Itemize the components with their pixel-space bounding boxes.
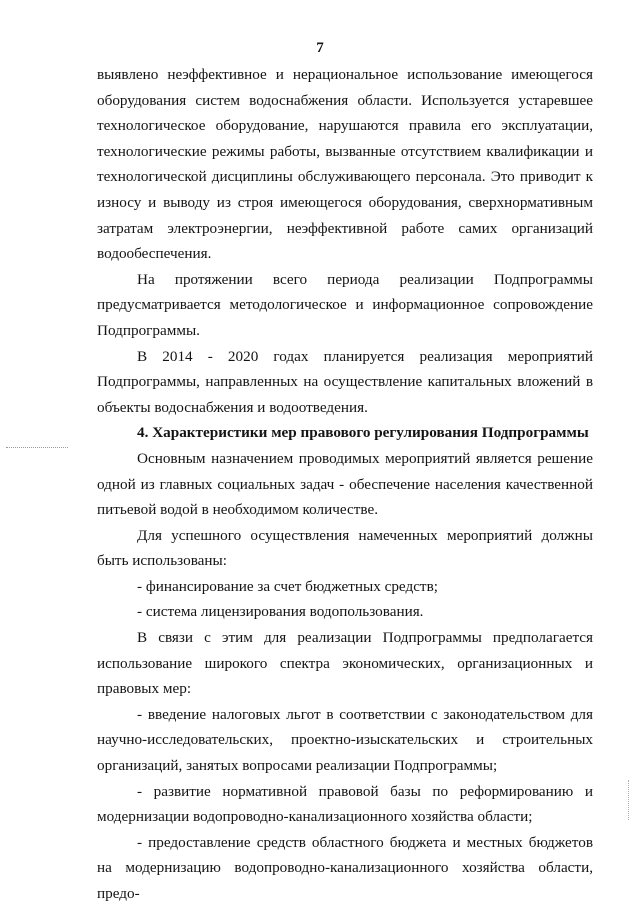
paragraph-5: Для успешного осуществления намеченных мероприятий должны быть использованы: <box>97 526 593 570</box>
page-number: 7 <box>316 40 324 56</box>
paragraph-2: На протяжении всего периода реализации Подпрограммы предусматривается методологическое и информационное сопровождение Подпрограммы. <box>97 270 593 339</box>
paragraph-3: В 2014 - 2020 годах планируется реализация мероприятий Подпрограммы, направленных на осуществление капитальных вложений в объекты водоснабжения и водоотведения. <box>97 347 593 416</box>
list-item-3: - введение налоговых льгот в соответствии с законодательством для научно-исследовательских, проектно-изыскательских и строительных организаций, занятых вопросами реализации Подпрограммы; <box>97 705 593 775</box>
scan-artifact-left <box>6 447 68 448</box>
paragraph-4: Основным назначением проводимых мероприятий является решение одной из главных социальных задач - обеспечение населения качественной питьевой водой в необходимом количестве. <box>97 449 593 519</box>
scan-artifact-right <box>628 780 629 820</box>
section-heading: 4. Характеристики мер правового регулирования Подпрограммы <box>137 424 589 442</box>
paragraph-6: В связи с этим для реализации Подпрограммы предполагается использование широкого спектра экономических, организационных и правовых мер: <box>97 629 593 698</box>
paragraph-1: выявлено неэффективное и нерациональное использование имеющегося оборудования систем водоснабжения области. Используется устаревшее технологическое оборудование, нарушаются правила его эксплуатации, технологические режимы работы, вызванные отсутствием квалификации и технологической дисциплины обслуживающего персонала. Это приводит к износу и выводу из строя имеющегося оборудования, сверхнормативным затратам электроэнергии, неэффективной работе самих организаций водообеспечения. <box>97 66 593 263</box>
list-item-5: - предоставление средств областного бюджета и местных бюджетов на модернизацию водопроводно-канализационного хозяйства области, предо- <box>97 833 593 902</box>
page-content <box>97 62 593 907</box>
list-item-1: - финансирование за счет бюджетных средств; <box>137 577 438 595</box>
list-item-2: - система лицензирования водопользования. <box>137 603 424 621</box>
list-item-4: - развитие нормативной правовой базы по реформированию и модернизации водопроводно-канализационного хозяйства области; <box>97 782 593 826</box>
